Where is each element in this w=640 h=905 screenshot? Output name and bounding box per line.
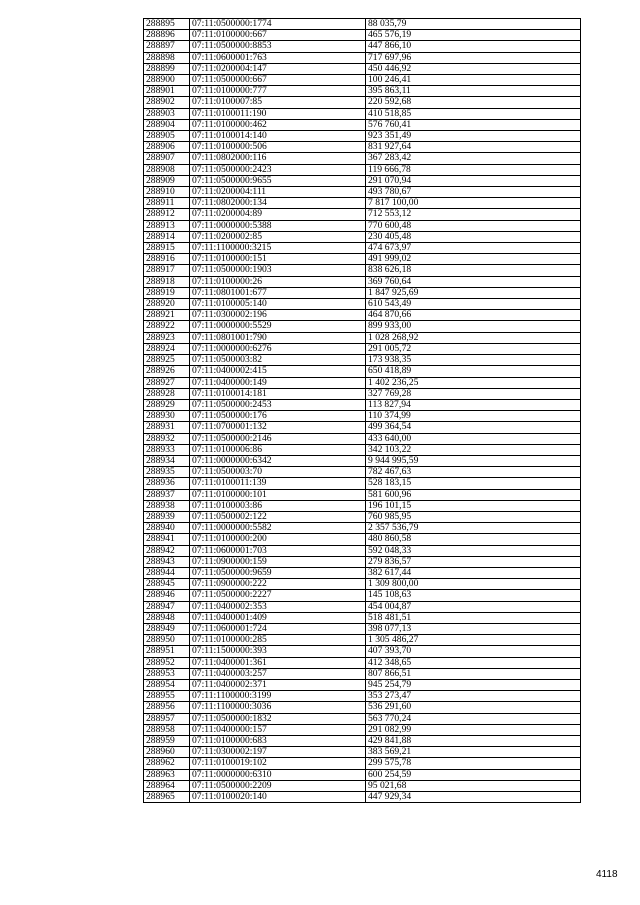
value-cell: 367 283,42 (366, 153, 581, 164)
page-number: 4118 (596, 869, 618, 880)
table-row (144, 534, 581, 545)
cadastral-number-cell: 07:11:0500000:1832 (190, 713, 366, 724)
cadastral-number-cell: 07:11:0300002:197 (190, 747, 366, 758)
value-cell: 173 938,35 (366, 355, 581, 366)
table-row (144, 579, 581, 590)
table-row (144, 175, 581, 186)
cadastral-number-cell: 07:11:1100000:3199 (190, 691, 366, 702)
value-cell: 110 374,99 (366, 411, 581, 422)
row-number-cell: 288931 (144, 422, 190, 433)
row-number-cell: 288913 (144, 220, 190, 231)
value-cell: 782 467,63 (366, 467, 581, 478)
value-cell: 291 082,99 (366, 724, 581, 735)
value-cell: 327 769,28 (366, 388, 581, 399)
row-number-cell: 288941 (144, 534, 190, 545)
cadastral-number-cell: 07:11:0100000:506 (190, 142, 366, 153)
table-row (144, 19, 581, 30)
row-number-cell: 288946 (144, 590, 190, 601)
row-number-cell: 288951 (144, 646, 190, 657)
cadastral-number-cell: 07:11:0100014:140 (190, 131, 366, 142)
cadastral-number-cell: 07:11:0400000:157 (190, 724, 366, 735)
cadastral-number-cell: 07:11:0500000:2227 (190, 590, 366, 601)
row-number-cell: 288910 (144, 187, 190, 198)
cadastral-number-cell: 07:11:0500000:2423 (190, 164, 366, 175)
row-number-cell: 288948 (144, 612, 190, 623)
table-row (144, 388, 581, 399)
cadastral-number-cell: 07:11:0200004:147 (190, 63, 366, 74)
row-number-cell: 288960 (144, 747, 190, 758)
value-cell: 1 847 925,69 (366, 287, 581, 298)
table-row (144, 769, 581, 780)
cadastral-number-cell: 07:11:0500000:1774 (190, 19, 366, 30)
cadastral-number-cell: 07:11:0900000:222 (190, 579, 366, 590)
table-row (144, 635, 581, 646)
value-cell: 119 666,78 (366, 164, 581, 175)
table-row (144, 41, 581, 52)
value-cell: 342 103,22 (366, 444, 581, 455)
cadastral-number-cell: 07:11:0300002:196 (190, 310, 366, 321)
table-row (144, 511, 581, 522)
value-cell: 113 827,94 (366, 399, 581, 410)
table-row (144, 198, 581, 209)
row-number-cell: 288952 (144, 657, 190, 668)
value-cell: 491 999,02 (366, 254, 581, 265)
cadastral-number-cell: 07:11:0500000:2146 (190, 433, 366, 444)
table-row (144, 556, 581, 567)
value-cell: 712 553,12 (366, 209, 581, 220)
table-row (144, 287, 581, 298)
cadastral-number-cell: 07:11:0500003:70 (190, 467, 366, 478)
row-number-cell: 288957 (144, 713, 190, 724)
table-row (144, 231, 581, 242)
row-number-cell: 288915 (144, 243, 190, 254)
value-cell: 447 866,10 (366, 41, 581, 52)
table-row (144, 623, 581, 634)
cadastral-number-cell: 07:11:0400000:149 (190, 377, 366, 388)
value-cell: 279 836,57 (366, 556, 581, 567)
cadastral-number-cell: 07:11:0000000:6342 (190, 455, 366, 466)
row-number-cell: 288964 (144, 780, 190, 791)
row-number-cell: 288895 (144, 19, 190, 30)
cadastral-number-cell: 07:11:0100000:151 (190, 254, 366, 265)
value-cell: 717 697,96 (366, 52, 581, 63)
row-number-cell: 288954 (144, 679, 190, 690)
row-number-cell: 288965 (144, 792, 190, 803)
table-row (144, 467, 581, 478)
value-cell: 395 863,11 (366, 86, 581, 97)
row-number-cell: 288906 (144, 142, 190, 153)
cadastral-number-cell: 07:11:0500000:1903 (190, 265, 366, 276)
cadastral-number-cell: 07:11:0500003:82 (190, 355, 366, 366)
row-number-cell: 288924 (144, 343, 190, 354)
value-cell: 454 004,87 (366, 601, 581, 612)
value-cell: 230 405,48 (366, 231, 581, 242)
cadastral-number-cell: 07:11:0500000:9659 (190, 567, 366, 578)
cadastral-number-cell: 07:11:0100014:181 (190, 388, 366, 399)
table-row (144, 612, 581, 623)
value-cell: 429 841,88 (366, 736, 581, 747)
cadastral-number-cell: 07:11:0900000:159 (190, 556, 366, 567)
row-number-cell: 288928 (144, 388, 190, 399)
row-number-cell: 288930 (144, 411, 190, 422)
row-number-cell: 288916 (144, 254, 190, 265)
row-number-cell: 288908 (144, 164, 190, 175)
value-cell: 100 246,41 (366, 75, 581, 86)
table-row (144, 209, 581, 220)
row-number-cell: 288905 (144, 131, 190, 142)
table-row (144, 164, 581, 175)
cadastral-number-cell: 07:11:0400001:361 (190, 657, 366, 668)
value-cell: 581 600,96 (366, 489, 581, 500)
table-row (144, 63, 581, 74)
cadastral-number-cell: 07:11:0400002:371 (190, 679, 366, 690)
table-row (144, 567, 581, 578)
value-cell: 88 035,79 (366, 19, 581, 30)
table-row (144, 265, 581, 276)
row-number-cell: 288962 (144, 758, 190, 769)
cadastral-number-cell: 07:11:0100000:777 (190, 86, 366, 97)
row-number-cell: 288934 (144, 455, 190, 466)
row-number-cell: 288927 (144, 377, 190, 388)
table-row (144, 724, 581, 735)
row-number-cell: 288922 (144, 321, 190, 332)
cadastral-number-cell: 07:11:0100000:200 (190, 534, 366, 545)
cadastral-number-cell: 07:11:1100000:3215 (190, 243, 366, 254)
row-number-cell: 288898 (144, 52, 190, 63)
cadastral-number-cell: 07:11:0500000:9655 (190, 175, 366, 186)
value-cell: 493 780,67 (366, 187, 581, 198)
table-row (144, 736, 581, 747)
row-number-cell: 288936 (144, 478, 190, 489)
row-number-cell: 288944 (144, 567, 190, 578)
table-row (144, 433, 581, 444)
table-row (144, 411, 581, 422)
table-row (144, 332, 581, 343)
table-row (144, 119, 581, 130)
row-number-cell: 288955 (144, 691, 190, 702)
cadastral-number-cell: 07:11:1100000:3036 (190, 702, 366, 713)
table-row (144, 679, 581, 690)
table-row (144, 355, 581, 366)
cadastral-number-cell: 07:11:0000000:6276 (190, 343, 366, 354)
value-cell: 410 518,85 (366, 108, 581, 119)
table-row (144, 243, 581, 254)
value-cell: 831 927,64 (366, 142, 581, 153)
row-number-cell: 288939 (144, 511, 190, 522)
row-number-cell: 288963 (144, 769, 190, 780)
cadastral-number-cell: 07:11:0700001:132 (190, 422, 366, 433)
row-number-cell: 288904 (144, 119, 190, 130)
row-number-cell: 288938 (144, 500, 190, 511)
cadastral-number-cell: 07:11:0100007:85 (190, 97, 366, 108)
value-cell: 353 273,47 (366, 691, 581, 702)
table-row (144, 310, 581, 321)
row-number-cell: 288917 (144, 265, 190, 276)
value-cell: 1 402 236,25 (366, 377, 581, 388)
value-cell: 592 048,33 (366, 545, 581, 556)
cadastral-number-cell: 07:11:0802000:134 (190, 198, 366, 209)
table-row (144, 153, 581, 164)
row-number-cell: 288912 (144, 209, 190, 220)
cadastral-number-cell: 07:11:0100019:102 (190, 758, 366, 769)
table-row (144, 780, 581, 791)
cadastral-number-cell: 07:11:0801001:677 (190, 287, 366, 298)
table-row (144, 646, 581, 657)
cadastral-number-cell: 07:11:0500002:122 (190, 511, 366, 522)
cadastral-number-cell: 07:11:0000000:6310 (190, 769, 366, 780)
cadastral-number-cell: 07:11:0000000:5582 (190, 523, 366, 534)
row-number-cell: 288926 (144, 366, 190, 377)
value-cell: 474 673,97 (366, 243, 581, 254)
table-row (144, 108, 581, 119)
cadastral-number-cell: 07:11:0500000:2453 (190, 399, 366, 410)
value-cell: 528 183,15 (366, 478, 581, 489)
cadastral-number-cell: 07:11:0100020:140 (190, 792, 366, 803)
cadastral-number-cell: 07:11:0000000:5388 (190, 220, 366, 231)
table-row (144, 86, 581, 97)
row-number-cell: 288933 (144, 444, 190, 455)
cadastral-number-cell: 07:11:0500000:176 (190, 411, 366, 422)
value-cell: 447 929,34 (366, 792, 581, 803)
table-row (144, 545, 581, 556)
row-number-cell: 288953 (144, 668, 190, 679)
value-cell: 412 348,65 (366, 657, 581, 668)
row-number-cell: 288929 (144, 399, 190, 410)
table-row (144, 758, 581, 769)
cadastral-number-cell: 07:11:0400001:409 (190, 612, 366, 623)
cadastral-number-cell: 07:11:0500000:667 (190, 75, 366, 86)
cadastral-number-cell: 07:11:0100011:190 (190, 108, 366, 119)
row-number-cell: 288959 (144, 736, 190, 747)
row-number-cell: 288919 (144, 287, 190, 298)
table-row (144, 713, 581, 724)
value-cell: 600 254,59 (366, 769, 581, 780)
row-number-cell: 288925 (144, 355, 190, 366)
value-cell: 518 481,51 (366, 612, 581, 623)
value-cell: 95 021,68 (366, 780, 581, 791)
table-row (144, 187, 581, 198)
row-number-cell: 288900 (144, 75, 190, 86)
cadastral-number-cell: 07:11:0200002:85 (190, 231, 366, 242)
value-cell: 576 760,41 (366, 119, 581, 130)
cadastral-number-cell: 07:11:0100006:86 (190, 444, 366, 455)
value-cell: 9 944 995,59 (366, 455, 581, 466)
row-number-cell: 288896 (144, 30, 190, 41)
value-cell: 7 817 100,00 (366, 198, 581, 209)
table-row (144, 276, 581, 287)
row-number-cell: 288901 (144, 86, 190, 97)
value-cell: 369 760,64 (366, 276, 581, 287)
cadastral-number-cell: 07:11:0100000:101 (190, 489, 366, 500)
table-row (144, 377, 581, 388)
table-row (144, 792, 581, 803)
value-cell: 899 933,00 (366, 321, 581, 332)
value-cell: 1 028 268,92 (366, 332, 581, 343)
row-number-cell: 288932 (144, 433, 190, 444)
table-row (144, 131, 581, 142)
cadastral-number-cell: 07:11:0400003:257 (190, 668, 366, 679)
row-number-cell: 288903 (144, 108, 190, 119)
cadastral-number-cell: 07:11:0600001:724 (190, 623, 366, 634)
value-cell: 382 617,44 (366, 567, 581, 578)
cadastral-number-cell: 07:11:0100005:140 (190, 299, 366, 310)
table-row (144, 500, 581, 511)
table-row (144, 97, 581, 108)
table-row (144, 422, 581, 433)
row-number-cell: 288897 (144, 41, 190, 52)
row-number-cell: 288943 (144, 556, 190, 567)
row-number-cell: 288950 (144, 635, 190, 646)
cadastral-number-cell: 07:11:0400002:415 (190, 366, 366, 377)
value-cell: 291 005,72 (366, 343, 581, 354)
value-cell: 464 870,66 (366, 310, 581, 321)
cadastral-number-cell: 07:11:0600001:763 (190, 52, 366, 63)
row-number-cell: 288909 (144, 175, 190, 186)
cadastral-number-cell: 07:11:0000000:5529 (190, 321, 366, 332)
row-number-cell: 288942 (144, 545, 190, 556)
value-cell: 383 569,21 (366, 747, 581, 758)
table-row (144, 478, 581, 489)
table-row (144, 254, 581, 265)
table-row (144, 142, 581, 153)
row-number-cell: 288956 (144, 702, 190, 713)
table-row (144, 702, 581, 713)
row-number-cell: 288902 (144, 97, 190, 108)
table-row (144, 299, 581, 310)
row-number-cell: 288918 (144, 276, 190, 287)
value-cell: 838 626,18 (366, 265, 581, 276)
table-row (144, 657, 581, 668)
cadastral-number-cell: 07:11:0100000:667 (190, 30, 366, 41)
row-number-cell: 288945 (144, 579, 190, 590)
value-cell: 480 860,58 (366, 534, 581, 545)
row-number-cell: 288937 (144, 489, 190, 500)
table-row (144, 489, 581, 500)
row-number-cell: 288911 (144, 198, 190, 209)
cadastral-number-cell: 07:11:0100000:26 (190, 276, 366, 287)
value-cell: 923 351,49 (366, 131, 581, 142)
table-row (144, 220, 581, 231)
table-row (144, 366, 581, 377)
value-cell: 407 393,70 (366, 646, 581, 657)
value-cell: 196 101,15 (366, 500, 581, 511)
table-row (144, 52, 581, 63)
value-cell: 563 770,24 (366, 713, 581, 724)
row-number-cell: 288935 (144, 467, 190, 478)
cadastral-number-cell: 07:11:0500000:2209 (190, 780, 366, 791)
row-number-cell: 288921 (144, 310, 190, 321)
cadastral-value-table (143, 18, 581, 803)
row-number-cell: 288899 (144, 63, 190, 74)
value-cell: 1 309 800,00 (366, 579, 581, 590)
table-row (144, 747, 581, 758)
cadastral-number-cell: 07:11:0100003:86 (190, 500, 366, 511)
cadastral-number-cell: 07:11:0500000:8853 (190, 41, 366, 52)
table-row (144, 321, 581, 332)
row-number-cell: 288940 (144, 523, 190, 534)
row-number-cell: 288947 (144, 601, 190, 612)
table-row (144, 590, 581, 601)
value-cell: 465 576,19 (366, 30, 581, 41)
value-cell: 145 108,63 (366, 590, 581, 601)
value-cell: 650 418,89 (366, 366, 581, 377)
value-cell: 299 575,78 (366, 758, 581, 769)
table-row (144, 343, 581, 354)
table-body (144, 19, 581, 803)
row-number-cell: 288907 (144, 153, 190, 164)
value-cell: 770 600,48 (366, 220, 581, 231)
value-cell: 433 640,00 (366, 433, 581, 444)
value-cell: 2 357 536,79 (366, 523, 581, 534)
cadastral-number-cell: 07:11:0600001:703 (190, 545, 366, 556)
cadastral-number-cell: 07:11:0100000:683 (190, 736, 366, 747)
value-cell: 1 305 486,27 (366, 635, 581, 646)
value-cell: 807 866,51 (366, 668, 581, 679)
row-number-cell: 288920 (144, 299, 190, 310)
value-cell: 450 446,92 (366, 63, 581, 74)
value-cell: 610 543,49 (366, 299, 581, 310)
row-number-cell: 288949 (144, 623, 190, 634)
table-row (144, 523, 581, 534)
table-row (144, 30, 581, 41)
value-cell: 945 254,79 (366, 679, 581, 690)
value-cell: 291 070,94 (366, 175, 581, 186)
table-row (144, 668, 581, 679)
cadastral-number-cell: 07:11:0100000:462 (190, 119, 366, 130)
cadastral-number-cell: 07:11:1500000:393 (190, 646, 366, 657)
table-row (144, 691, 581, 702)
value-cell: 499 364,54 (366, 422, 581, 433)
row-number-cell: 288958 (144, 724, 190, 735)
value-cell: 220 592,68 (366, 97, 581, 108)
table-row (144, 455, 581, 466)
cadastral-number-cell: 07:11:0100000:285 (190, 635, 366, 646)
value-cell: 536 291,60 (366, 702, 581, 713)
table-row (144, 75, 581, 86)
value-cell: 760 985,95 (366, 511, 581, 522)
cadastral-number-cell: 07:11:0802000:116 (190, 153, 366, 164)
table-row (144, 601, 581, 612)
row-number-cell: 288923 (144, 332, 190, 343)
cadastral-number-cell: 07:11:0400002:353 (190, 601, 366, 612)
row-number-cell: 288914 (144, 231, 190, 242)
table-row (144, 444, 581, 455)
cadastral-number-cell: 07:11:0801001:790 (190, 332, 366, 343)
cadastral-number-cell: 07:11:0200004:89 (190, 209, 366, 220)
value-cell: 398 077,13 (366, 623, 581, 634)
table-row (144, 399, 581, 410)
cadastral-number-cell: 07:11:0200004:111 (190, 187, 366, 198)
cadastral-number-cell: 07:11:0100011:139 (190, 478, 366, 489)
